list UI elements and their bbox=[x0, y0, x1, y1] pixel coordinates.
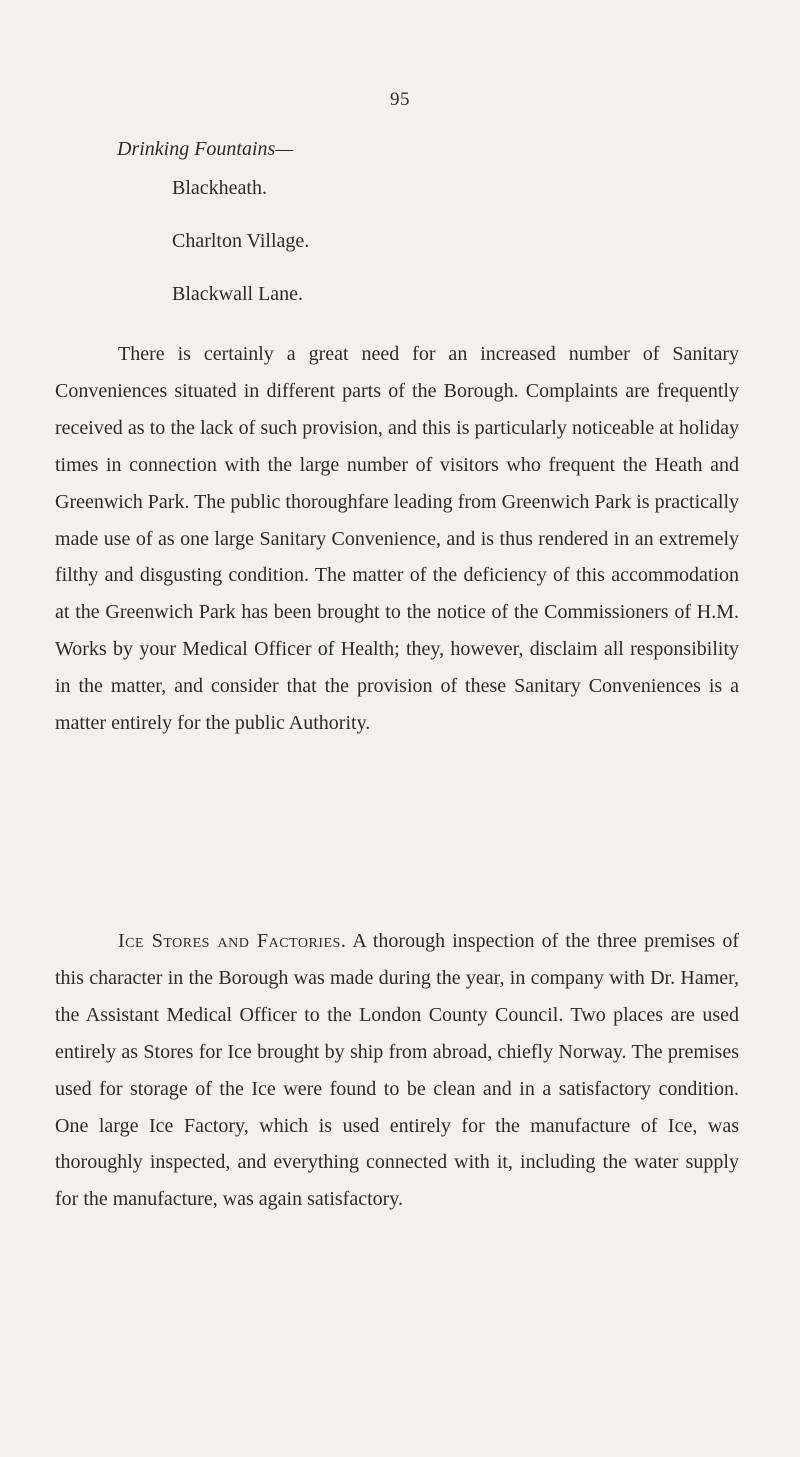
fountain-location-item: Blackwall Lane. bbox=[172, 283, 304, 305]
sanitary-conveniences-paragraph: There is certainly a great need for an increased number of Sanitary Conveniences situated in different parts of the Borough. Complaints are frequently received as to the lack of such provision, and this is particularly noticeable at holiday times in connection with the large number of visitors who frequent the Heath and Greenwich Park. The public thoroughfare leading from Greenwich Park is practically made use of as one large Sanitary Convenience, and is thus rendered in an extremely filthy and disgusting condition. The matter of the deficiency of this accommodation at the Greenwich Park has been brought to the notice of the Commissioners of H.M. Works by your Medical Officer of Health; they, however, disclaim all responsibility in the matter, and consider that the provision of these Sanitary Conveniences is a matter entirely for the public Authority. bbox=[55, 343, 739, 735]
ice-stores-body: A thorough inspection of the three premises of this character in the Borough was made during the year, in company with Dr. Hamer, the Assistant Medical Officer to the London County Council. Two places are used entirely as Stores for Ice brought by ship from abroad, chiefly Norway. The premises used for storage of the Ice were found to be clean and in a satisfactory condition. One large Ice Factory, which is used entirely for the manufacture of Ice, was thoroughly inspected, and everything connected with it, including the water supply for the manufacture, was again satisfactory. bbox=[55, 930, 739, 1211]
drinking-fountains-heading: Drinking Fountains— bbox=[117, 138, 294, 160]
page-number: 95 bbox=[390, 89, 410, 110]
fountain-location-item: Charlton Village. bbox=[172, 230, 310, 252]
ice-stores-paragraph bbox=[55, 923, 739, 1218]
ice-stores-heading: Ice Stores and Factories. bbox=[118, 930, 347, 952]
fountain-location-list bbox=[172, 178, 309, 337]
fountain-location-item: Blackheath. bbox=[172, 177, 267, 199]
